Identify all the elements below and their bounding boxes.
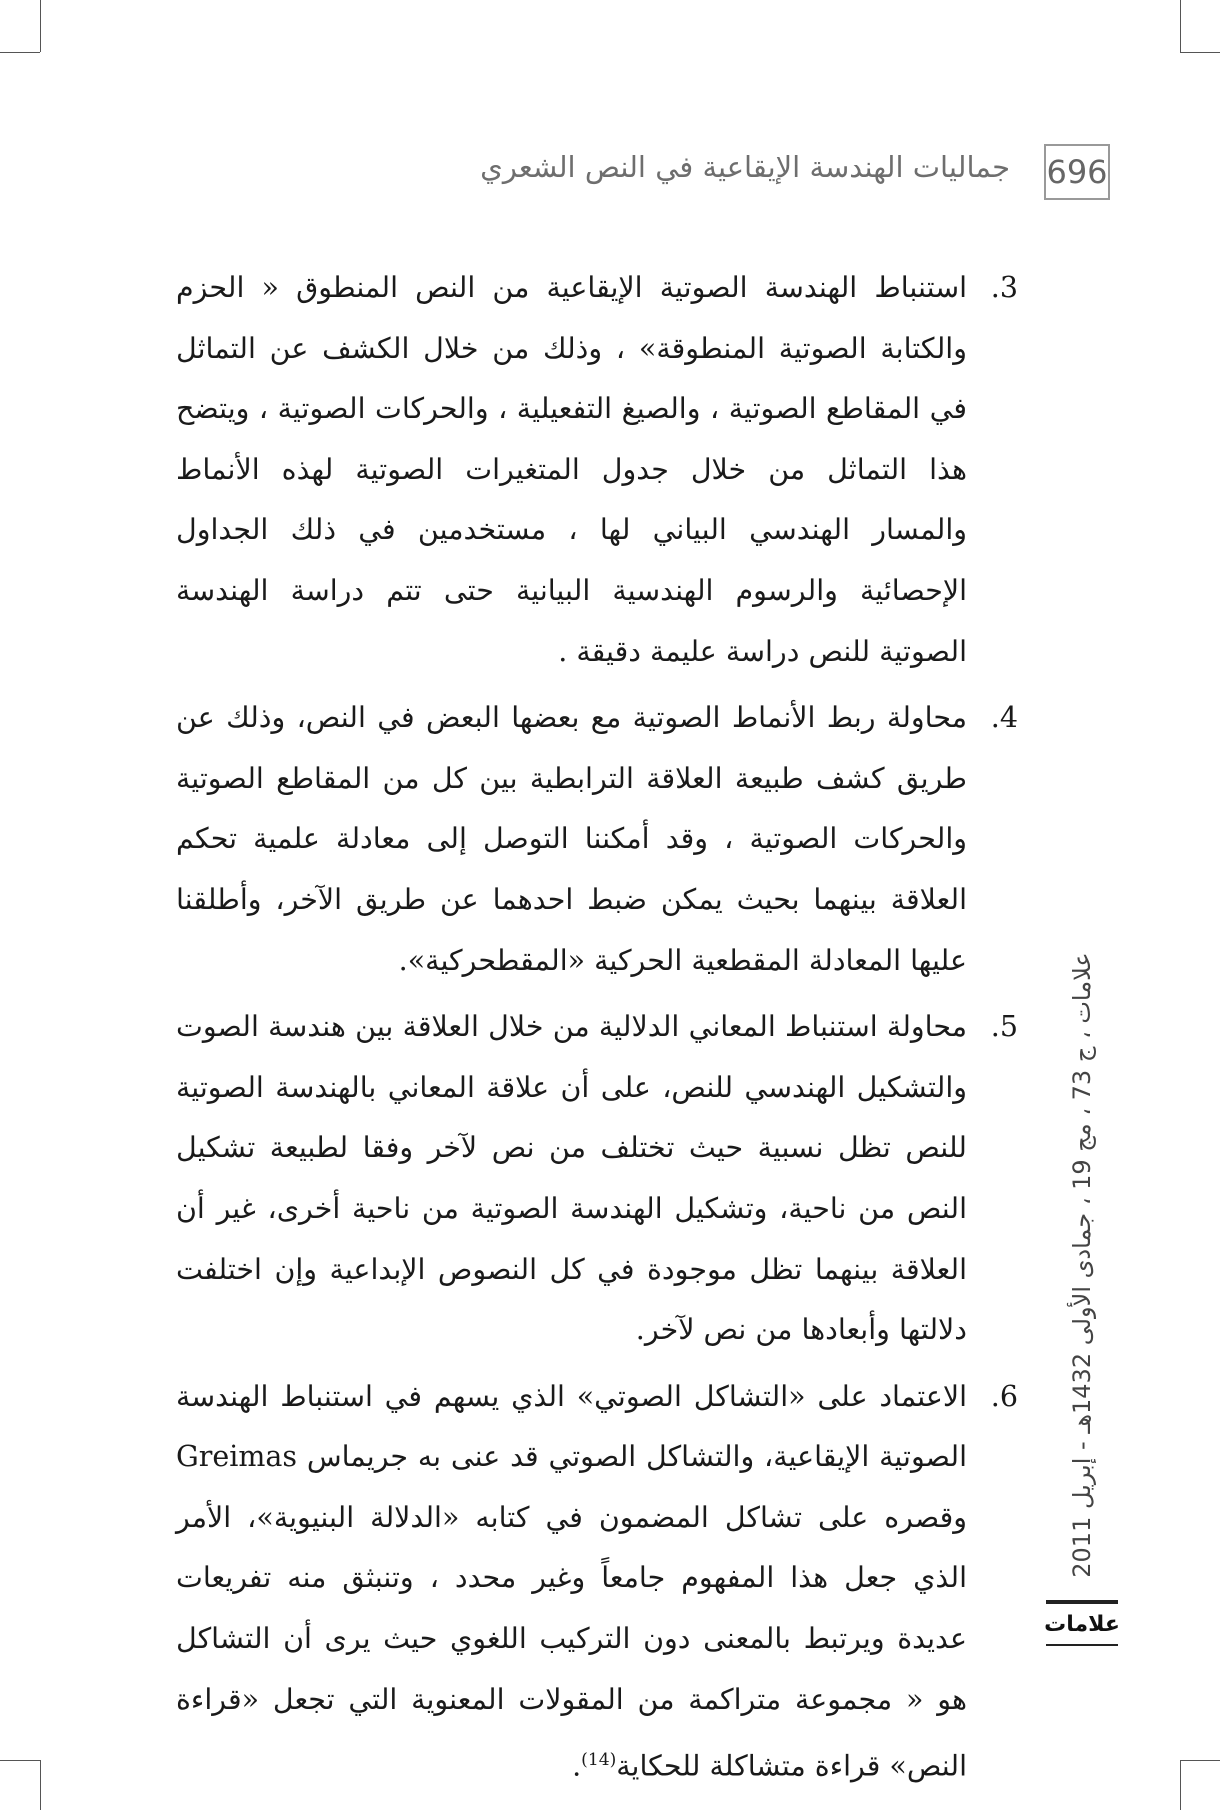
item-number: 5. [990, 1010, 1018, 1044]
crop-mark [0, 52, 40, 53]
item-text: الاعتماد على «التشاكل الصوتي» الذي يسهم في استنباط الهندسة الصوتية الإيقاعية، والتشاكل الصوتي قد عنى به جريماس Greimas وقصره على تشاكل المضمون في كتابه «الدلالة البنيوية»، الأمر الذي جعل هذا المفهوم جامعاً وغير محدد ، وتنبثق منه تفريعات عديدة ويرتبط بالمعنى دون التركيب اللغوي حيث يرى أن التشاكل هو « مجموعة متراكمة من المقولات المعنوية التي تجعل «قراءة النص» قراءة متشاكلة للحكاية [176, 1379, 967, 1783]
footnote-ref: (14) [581, 1750, 617, 1771]
crop-mark [1180, 0, 1181, 52]
crop-mark [1180, 52, 1220, 53]
item-paragraph [176, 1367, 967, 1798]
page-header [300, 144, 1120, 204]
item-end: . [572, 1749, 582, 1783]
crop-mark [1180, 1760, 1181, 1810]
page-number: 696 [1044, 144, 1110, 200]
crop-mark [40, 0, 41, 52]
item-text: استنباط الهندسة الصوتية الإيقاعية من النص المنطوق « الحزم والكتابة الصوتية المنطوقة» ، وذلك من خلال الكشف عن التماثل في المقاطع الصوتية ، والصيغ التفعيلية ، والحركات الصوتية ، ويتضح هذا التماثل من خلال جدول المتغيرات الصوتية لهذه الأنماط والمسار الهندسي البياني لها ، مستخدمين في ذلك الجداول الإحصائية والرسوم الهندسية البيانية حتى تتم دراسة الهندسة الصوتية للنص دراسة عليمة دقيقة . [176, 271, 967, 668]
list-item [176, 258, 1018, 682]
crop-mark [40, 1760, 41, 1810]
crop-mark [0, 1760, 40, 1761]
item-number: 4. [990, 701, 1018, 735]
item-text: محاولة استنباط المعاني الدلالية من خلال العلاقة بين هندسة الصوت والتشكيل الهندسي للنص، على أن علاقة المعاني بالهندسة الصوتية للنص تظل نسبية حيث تختلف من نص لآخر وفقا لطبيعة تشكيل النص من ناحية، وتشكيل الهندسة الصوتية من ناحية أخرى، غير أن العلاقة بينهما تظل موجودة في كل النصوص الإبداعية وإن اختلفت دلالتها وأبعادها من نص لآخر. [176, 1010, 967, 1347]
journal-logo: علامات [1046, 1600, 1118, 1646]
running-title: جماليات الهندسة الإيقاعية في النص الشعري [480, 150, 1010, 184]
list-item [176, 1367, 1018, 1798]
journal-sidebar [1052, 950, 1112, 1580]
item-text: محاولة ربط الأنماط الصوتية مع بعضها البعض في النص، وذلك عن طريق كشف طبيعة العلاقة الترابطية بين كل من المقاطع الصوتية والحركات الصوتية ، وقد أمكننا التوصل إلى معادلة علمية تحكم العلاقة بينهما بحيث يمكن ضبط احدهما عن طريق الآخر، وأطلقنا عليها المعادلة المقطعية الحركية «المقطحركية». [176, 701, 967, 977]
crop-mark [1180, 1760, 1220, 1761]
list-item [176, 997, 1018, 1361]
item-number: 6. [990, 1379, 1018, 1413]
item-number: 3. [990, 271, 1018, 304]
list-item [176, 688, 1018, 991]
body-text [176, 258, 1018, 1803]
journal-info: علامات ، ج 73 ، مج 19 ، جمادى الأولى 1432هـ - إبريل 2011 [1068, 952, 1096, 1578]
